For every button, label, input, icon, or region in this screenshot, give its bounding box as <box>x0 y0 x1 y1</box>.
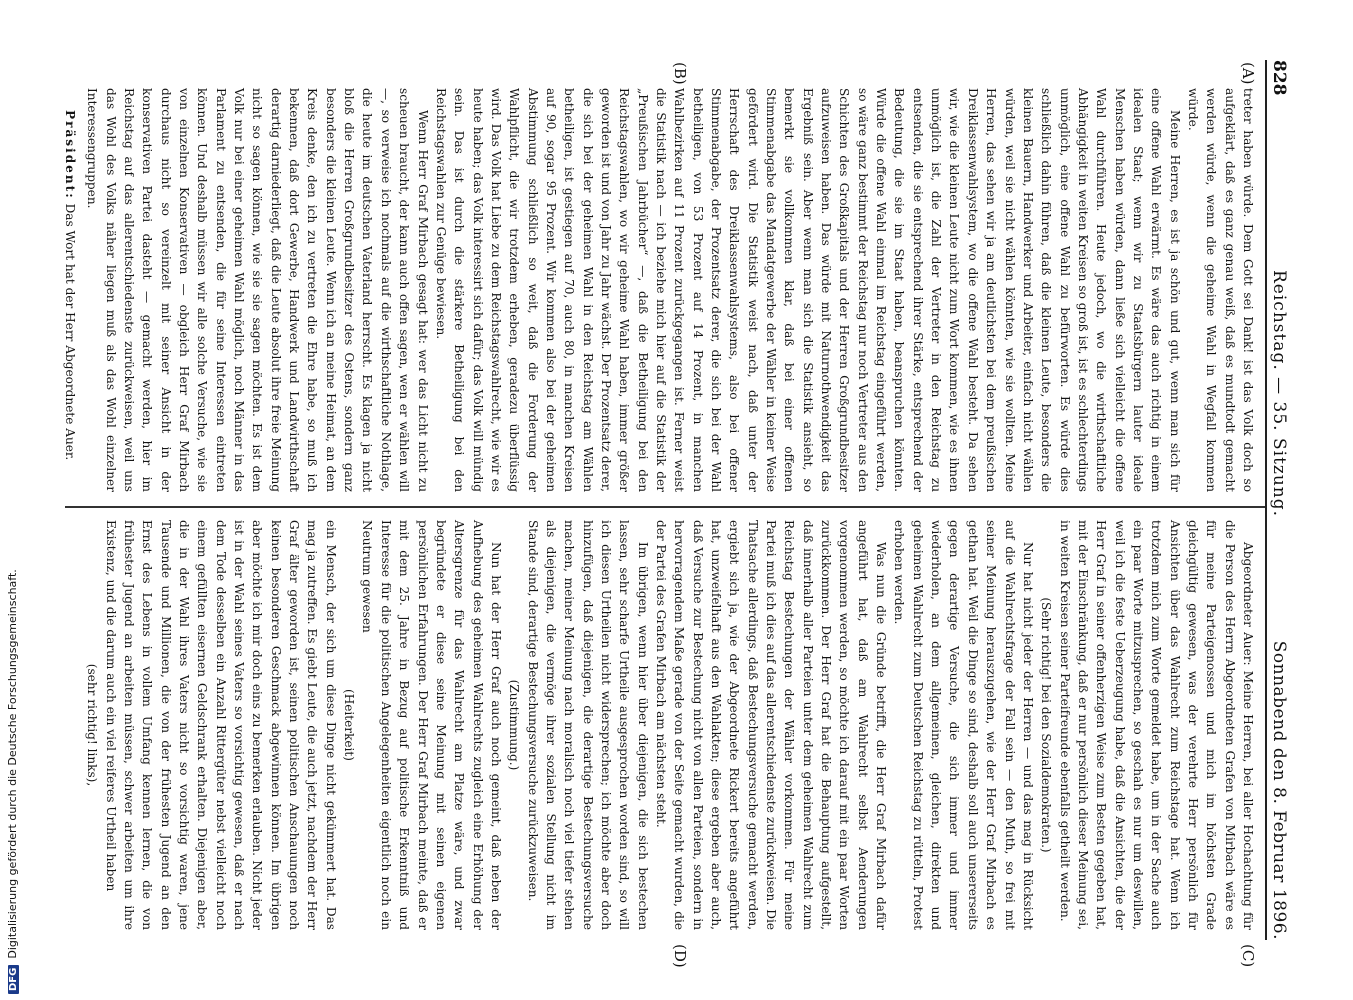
margin-marker-d: (D) <box>671 944 689 968</box>
footer-credit <box>6 0 22 994</box>
paragraph: Meine Herren, es ist ja schön und gut, wenn man sich für eine offene Wahl erwärmt. Es wäre das auch richtig in einem idealen Staat; wenn wir zu Staatsbürgern lauter ideale Menschen haben würden, dann ließe sich vielleicht die offene Wahl durchführen. Heute jedoch, wo die wirthschaftliche Abhängigkeit in weiten Kreisen so groß ist, ist es schlechterdings unmöglich, eine offene Wahl zu befürworten. Es würde dies schließlich dahin führen, daß die kleinen Leute, besonders die kleinen Bauern, Handwerker und Arbeiter, einfach nicht wählen würden, weil sie nicht wählen könnten, wie sie wollten. Meine Herren, das sehen wir ja am deutlichsten bei dem preußischen Dreiklassenwahlsystem, wo die offene Wahl besteht. Da sehen wir, wie die kleinen Leute nicht zum Wort kommen, wie es ihnen unmöglich ist, die Zahl der Vertreter in den Reichstag zu entsenden, die sie entsprechend ihrer Stärke, entsprechend der Bedeutung, die sie im Staat haben, beanspruchen könnten. Würde die offene Wahl einmal im Reichstag eingeführt werden, so wäre ganz bestimmt der Reichstag nur noch Vertreter aus den Schichten des Großkapitals und der Herren Großgrundbesitzer aufzuweisen haben. Das würde mit Naturnothwendigkeit das Ergebniß sein. Aber wenn man sich die Statistik ansieht, so bemerkt sie vollkommen klar, daß bei einer offenen Stimmenabgabe das Mandatgewerbe der Wähler in keiner Weise gefördert wird. Die Statistik weist nach, daß unter der Herrschaft des Dreiklassenwahlsystems, also bei offener Stimmenabgabe, der Prozentsatz derer, die sich bei der Wahl betheiligen, von 53 Prozent auf 14 Prozent, in manchen Wahlbezirken auf 11 Prozent zurückgegangen ist. Ferner weist die Statistik nach — ich beziehe mich hier auf die Statistik der „Preußischen Jahrbücher“ —, daß die Betheiligung bei den Reichstagswahlen, wo wir geheime Wahl haben, immer größer geworden ist und von Jahr zu Jahr wächst. Der Prozentsatz derer, die sich bei der geheimen Wahl in den Reichstag am Wählen betheiligen, ist gestiegen auf 70, auch 80, in manchen Kreisen auf 90, sogar 95 Prozent. Wir kommen also bei der geheimen Abstimmung schließlich so weit, daß die Forderung der Wahlpflicht, die wir trotzdem erheben, geradezu überflüssig wird. Das Volk hat Liebe zu dem Reichstagswahlrecht, wie wir es heute haben; das Volk interessirt sich dafür; das Volk will mündig sein. Das ist durch die stärkere Betheiligung bei den Reichstagswahlen zur Genüge bewiesen. <box>433 88 1182 492</box>
interjection: (sehr richtig! links), <box>85 663 100 787</box>
header-rule <box>1265 60 1267 940</box>
president-label: Präsident: <box>63 110 77 200</box>
paragraph: Nur hat nicht jeder der Herren — und das mag in Rücksicht auf die Wahlrechtsfrage der Fall sein — den Muth, so frei mit seiner Meinung herauszugehen, wie der Herr Graf Mirbach es gethan hat. Weil die Dinge so sind, deshalb soll auch unsererseits gegen derartige Versuche, die sich immer und immer wiederholen, an dem allgemeinen, gleichen, direkten und geheimen Wahlrecht zum Deutschen Reichstag zu rütteln, Protest erhoben werden. <box>892 520 1035 930</box>
paragraph: treter haben würde. Dem Gott sei Dank! ist das Volk doch so aufgeklärt, daß es ganz genau weiß, daß es mundtodt gemacht werden würde, wenn die geheime Wahl in Wegfall kommen würde. <box>1185 88 1255 492</box>
dfg-logo: DFG <box>8 965 19 994</box>
interjection: (Heiterkeit) <box>342 688 357 762</box>
paragraph: Was nun die Gründe betrifft, die Herr Graf Mirbach dafür angeführt hat, daß am Wahlrecht selbst Aenderungen vorgenommen werden, so möchte ich darauf mit ein paar Worten zurückkommen. Der Herr Graf hat die Behauptung aufgestellt, daß innerhalb aller Parteien unter dem geheimen Wahlrecht zum Reichstag Bestechungen der Wähler vorkommen. Für meine Partei muß ich dies auf das allerentschiedenste zurückweisen. Die Thatsache allerdings, daß Bestechungsversuche gemacht werden, ergiebt sich ja, wie der Abgeordnete Rickert bereits angeführt hat, unzweifelhaft aus den Wahlakten; diese ergeben aber auch, daß Versuche zur Bestechung nicht von allen Parteien, sondern in hervorragendem Maße gerade von der Seite gemacht wurden, die der Partei des Grafen Mirbach am nächsten steht. <box>654 520 889 930</box>
margin-marker-a: (A) <box>1239 62 1257 85</box>
interjection: (Sehr richtig! bei den Sozialdemokraten.) <box>1039 597 1054 853</box>
paragraph: Wenn Herr Graf Mirbach gesagt hat: wer das Licht nicht zu scheuen braucht, der kann auch offen sagen, wen er wählen will —, so verweise ich nochmals auf die wirthschaftliche Nothlage, die heute im deutschen Vaterland herrscht. Es klagen ja nicht bloß die Herren Großgrundbesitzer des Ostens, sondern ganz besonders die kleinen Leute. Wenn ich an meine Heimat, an dem Kreis denke, den ich zu vertreten die Ehre habe, so muß ich bekennen, daß dort Gewerbe, Handwerk und Landwirthschaft derartig darniederliegt, daß die Leute absolut ihre freie Meinung nicht so sagen können, wie sie sie sagen möchten. Es ist dem Volk nur bei einer geheimen Wahl möglich, noch Männer in das Parlament zu entsenden, die für seine Interessen eintreten können. Und deshalb müssen wir alle solche Versuche, wie sie von einzelnen Konservativen — obgleich Herr Graf Mirbach durchaus nicht so vereinzelt mit seiner Ansicht in der konservativen Partei dasteht — gemacht werden, hier im Reichstag auf das allerentschiedenste zurückweisen, weil uns das Wohl des Volks näher liegen muß als das Wohl einzelner Interessengruppen. <box>85 88 430 492</box>
margin-marker-c: (C) <box>1239 944 1257 968</box>
session-date: Sonnabend den 8. Februar 1896. <box>1269 640 1289 940</box>
footer-text: Digitalisierung gefördert durch die Deutsche Forschungsgemeinschaft. <box>6 569 19 959</box>
column-divider <box>65 506 1265 508</box>
paragraph: Abgeordneter Auer: Meine Herren, bei aller Hochachtung für die Person des Herrn Abgeordneten Grafen von Mirbach wäre es für meine Parteigenossen und mich im höchsten Grade gleichgültig gewesen, was der verehrte Herr persönlich für Ansichten über das Wahlrecht zum Reichstage hat. Wenn ich trotzdem mich zum Worte gemeldet habe, um in der Sache auch ein paar Worte mitzusprechen, so geschah es nur um deswillen, weil ich die feste Ueberzeugung habe, daß die Ansichten, die der Herr Graf in seiner offenherzigen Weise zum Besten gegeben hat, mit der Einschränkung, daß er nur persönlich dieser Meinung sei, in weiten Kreisen seiner Parteifreunde ebenfalls getheilt werden. <box>1057 520 1255 930</box>
interjection: (Zustimmung.) <box>507 679 522 771</box>
paragraph: Im übrigen, wenn hier über diejenigen, die sich bestechen lassen, sehr scharfe Urtheile ausgesprochen worden sind, so will ich diesen Urtheilen nicht widersprechen; ich möchte aber doch hinzufügen, daß diejenigen, die derartige Bestechungsversuche machen, meiner Meinung nach moralisch noch viel tiefer stehen als diejenigen, die vermöge ihrer sozialen Stellung nicht im Stande sind, derartige Bestechungsversuche zurückzuweisen. <box>525 520 650 930</box>
page-number: 828 <box>1269 60 1289 96</box>
footer-strip <box>0 0 22 1000</box>
president-remark <box>61 88 79 492</box>
left-column <box>61 88 1257 492</box>
paragraph: ein Mensch, der sich um diese Dinge nicht gekümmert hat. Das mag ja zutreffen. Es giebt Leute, die auch jetzt, nachdem der Herr Graf älter geworden ist, seinen politischen Anschauungen noch keinen besonderen Geschmack abgewinnen können. Im übrigen aber möchte ich mir doch eins zu bemerken erlauben. Nicht jeder ist in der Wahl seines Vaters so vorsichtig gewesen, daß er nach dem Tode desselben ein Anzahl Rittergüter nebst vielleicht noch einem gefüllten eisernen Geldschrank erhalten. Diejenigen aber, die in der Wahl ihres Vaters nicht so vorsichtig waren, jene Tausende und Millionen, die von der frühesten Jugend an den Ernst des Lebens in vollem Umfang kennen lernen, die von frühester Jugend an arbeiten müssen, schwer arbeiten um ihre Existenz, und die darum auch ein viel reiferes Urtheil haben <box>103 520 338 930</box>
margin-marker-b: (B) <box>671 62 689 85</box>
president-text: Das Wort hat der Herr Abgeordnete Auer. <box>63 203 77 461</box>
paragraph: Nun hat der Herr Graf auch noch gemeint, daß neben der Aufhebung des geheimen Wahlrechts zugleich eine Erhöhung der Altersgrenze für das Wahlrecht am Platze wäre, und zwar begründete er diese seine Meinung mit seinen eigenen persönlichen Erfahrungen. Der Herr Graf Mirbach meinte, daß er mit dem 25. Jahre in Bezug auf politische Erkenntniß und Interesse für die politischen Angelegenheiten eigentlich noch ein Neutrum gewesen <box>360 520 503 930</box>
right-column <box>83 520 1257 930</box>
session-title: Reichstag. — 35. Sitzung. <box>1269 270 1289 518</box>
page-header <box>1265 60 1295 940</box>
